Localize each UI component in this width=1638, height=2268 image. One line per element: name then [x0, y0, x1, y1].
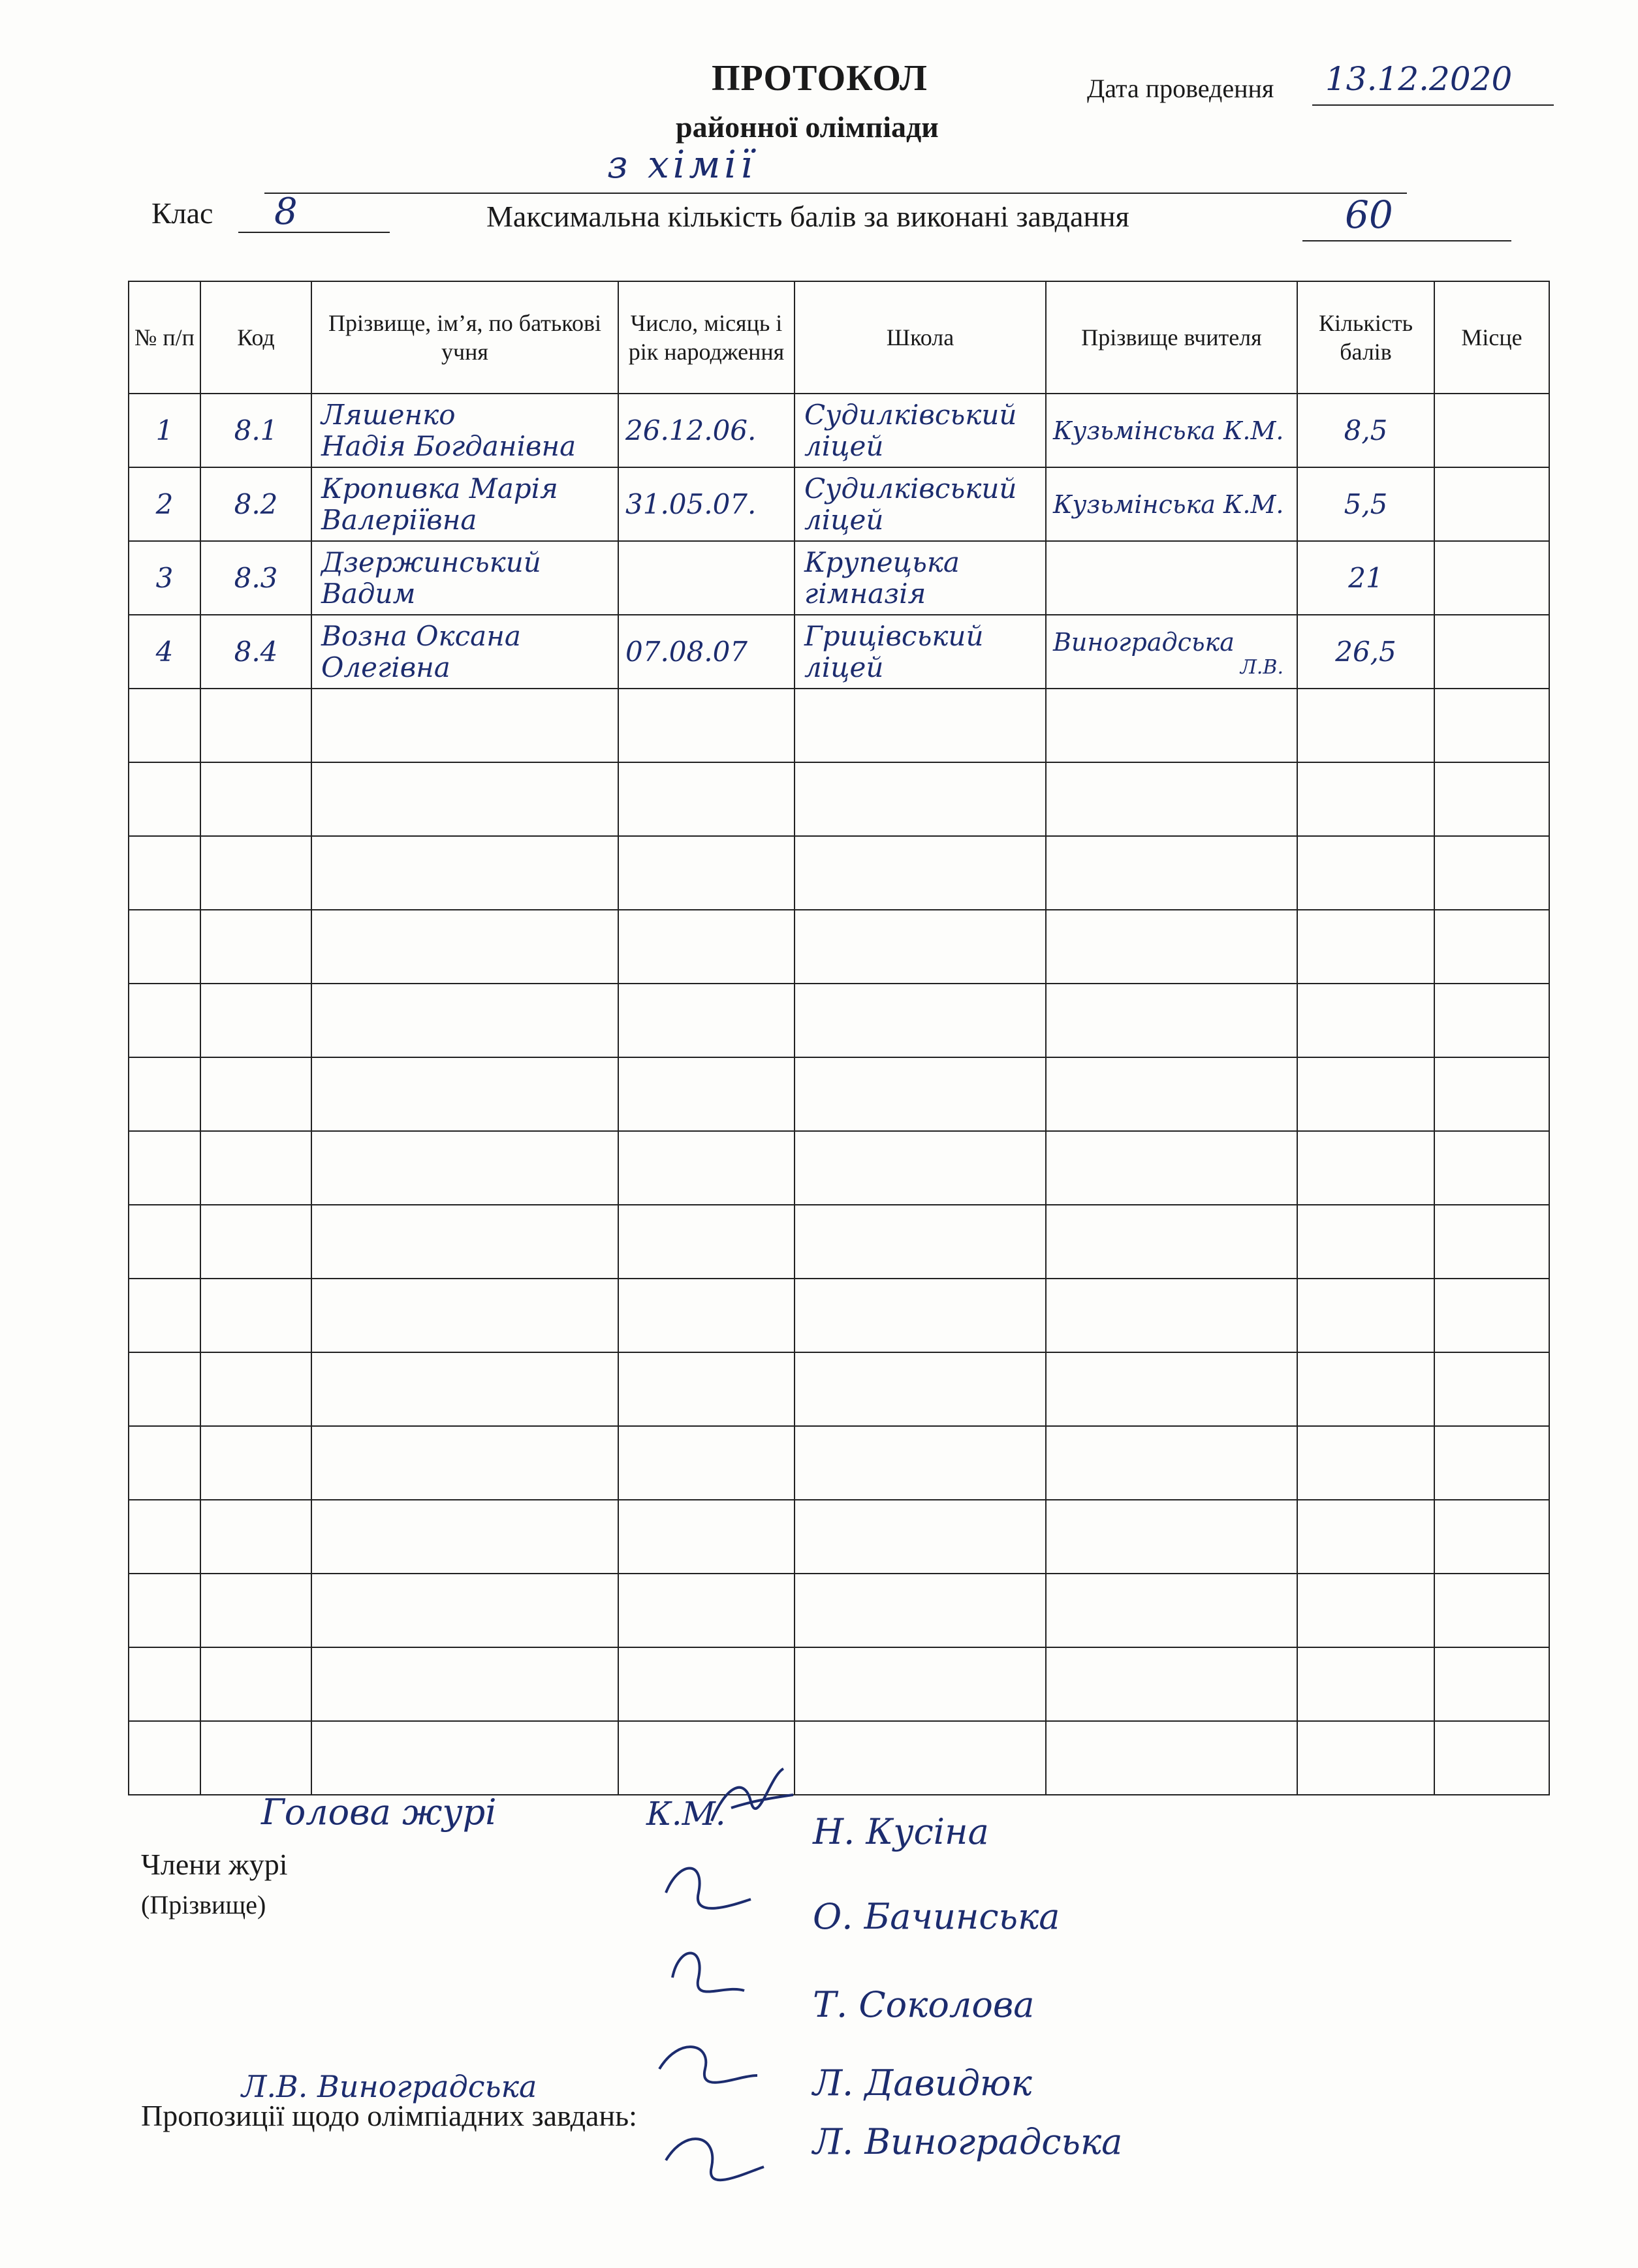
- empty-cell: [200, 1131, 311, 1205]
- empty-cell: [795, 984, 1046, 1057]
- empty-cell: [129, 984, 200, 1057]
- head-signature: [705, 1762, 796, 1841]
- empty-cell: [618, 1500, 795, 1574]
- empty-cell: [1434, 910, 1549, 984]
- empty-cell: [1297, 1647, 1434, 1721]
- document-subtitle: районної олімпіади: [676, 110, 939, 144]
- empty-cell: [129, 910, 200, 984]
- empty-cell: [618, 1205, 795, 1279]
- empty-cell: [1297, 836, 1434, 910]
- row-school-line1: Судилківський: [804, 398, 1017, 431]
- row-teacher: [1046, 615, 1297, 689]
- table-row-empty: [129, 1131, 1549, 1205]
- col-header-school: Школа: [795, 281, 1046, 394]
- row-student-name-line2: Вадим: [321, 577, 416, 610]
- empty-cell: [1434, 1352, 1549, 1426]
- empty-cell: [1046, 1352, 1297, 1426]
- row-birthdate: [618, 615, 795, 689]
- empty-cell: [1046, 1205, 1297, 1279]
- row-score-text: 5,5: [1344, 488, 1388, 520]
- empty-cell: [1434, 1647, 1549, 1721]
- table-row-empty: [129, 1500, 1549, 1574]
- empty-cell: [618, 1057, 795, 1131]
- empty-cell: [1297, 1131, 1434, 1205]
- row-student-name-line2: Олегівна: [321, 651, 450, 683]
- row-student-name-line1: Ляшенко: [321, 398, 456, 431]
- table-row: [129, 394, 1549, 467]
- empty-cell: [129, 1721, 200, 1795]
- empty-cell: [200, 910, 311, 984]
- row-school-line2: ліцей: [804, 651, 884, 683]
- table-row-empty: [129, 1352, 1549, 1426]
- empty-cell: [795, 1500, 1046, 1574]
- empty-cell: [1434, 1574, 1549, 1647]
- empty-cell: [795, 1057, 1046, 1131]
- empty-cell: [1046, 762, 1297, 836]
- col-header-score: Кількість балів: [1297, 281, 1434, 394]
- row-number: [129, 615, 200, 689]
- empty-cell: [795, 1574, 1046, 1647]
- row-student-name-line1: Дзержинський: [321, 546, 541, 578]
- row-school-line2: ліцей: [804, 503, 884, 536]
- table-row-empty: [129, 1721, 1549, 1795]
- empty-cell: [200, 762, 311, 836]
- empty-cell: [618, 1131, 795, 1205]
- empty-cell: [311, 1647, 618, 1721]
- empty-cell: [200, 1057, 311, 1131]
- empty-cell: [200, 689, 311, 762]
- row-number: [129, 541, 200, 615]
- row-number-text: 1: [155, 414, 174, 446]
- empty-cell: [1297, 1057, 1434, 1131]
- empty-cell: [1046, 1721, 1297, 1795]
- row-score: [1297, 541, 1434, 615]
- row-teacher: [1046, 394, 1297, 467]
- max-points-value: 60: [1345, 193, 1393, 237]
- empty-cell: [200, 1279, 311, 1352]
- empty-cell: [795, 1647, 1046, 1721]
- empty-cell: [1046, 1500, 1297, 1574]
- row-number-text: 2: [155, 488, 174, 520]
- row-number: [129, 394, 200, 467]
- row-school-line1: Крупецька: [804, 546, 960, 578]
- empty-cell: [1046, 1647, 1297, 1721]
- row-school-line1: Судилківський: [804, 472, 1017, 505]
- table-row-empty: [129, 1426, 1549, 1500]
- jury-signatures: [653, 1854, 783, 2219]
- document-title: ПРОТОКОЛ: [712, 58, 928, 99]
- row-school: [795, 615, 1046, 689]
- class-value: 8: [274, 191, 298, 233]
- row-birthdate-text: 31.05.07.: [625, 488, 757, 520]
- row-school: [795, 467, 1046, 541]
- table-row: [129, 615, 1549, 689]
- empty-cell: [129, 836, 200, 910]
- date-label: Дата проведення: [1087, 74, 1274, 103]
- row-score: [1297, 467, 1434, 541]
- row-score: [1297, 615, 1434, 689]
- empty-cell: [311, 1426, 618, 1500]
- row-teacher: [1046, 467, 1297, 541]
- row-school-line1: Грицівський: [804, 619, 984, 652]
- row-teacher-name: Виноградська: [1053, 627, 1235, 657]
- empty-cell: [129, 1352, 200, 1426]
- row-birthdate: [618, 541, 795, 615]
- row-birthdate: [618, 467, 795, 541]
- table-row-empty: [129, 984, 1549, 1057]
- row-code: [200, 394, 311, 467]
- empty-cell: [795, 762, 1046, 836]
- table-row-empty: [129, 689, 1549, 762]
- empty-cell: [1434, 836, 1549, 910]
- col-header-code: Код: [200, 281, 311, 394]
- proposals-label: Пропозиції щодо олімпіадних завдань:: [141, 2099, 637, 2132]
- row-code: [200, 541, 311, 615]
- class-underline: [238, 232, 390, 233]
- row-code-text: 8.3: [234, 561, 278, 594]
- empty-cell: [311, 1057, 618, 1131]
- jury-member-name: Н. Кусіна: [813, 1811, 989, 1852]
- row-score-text: 8,5: [1344, 414, 1388, 446]
- empty-cell: [129, 1279, 200, 1352]
- empty-cell: [311, 689, 618, 762]
- empty-cell: [1046, 910, 1297, 984]
- empty-cell: [311, 836, 618, 910]
- jury-member-name: Т. Соколова: [813, 1984, 1035, 2025]
- empty-cell: [618, 762, 795, 836]
- table-row-empty: [129, 1279, 1549, 1352]
- row-school: [795, 394, 1046, 467]
- empty-cell: [1434, 984, 1549, 1057]
- empty-cell: [795, 836, 1046, 910]
- empty-cell: [129, 762, 200, 836]
- empty-cell: [1297, 1500, 1434, 1574]
- row-birthdate-text: 07.08.07: [625, 635, 748, 668]
- empty-cell: [1046, 836, 1297, 910]
- empty-cell: [1046, 1426, 1297, 1500]
- empty-cell: [1297, 1721, 1434, 1795]
- table-header-row: [129, 281, 1549, 394]
- empty-cell: [795, 1721, 1046, 1795]
- row-school: [795, 541, 1046, 615]
- col-header-birthdate: Число, місяць і рік народження: [618, 281, 795, 394]
- empty-cell: [1434, 762, 1549, 836]
- empty-cell: [795, 689, 1046, 762]
- head-of-jury-initials: К.М.: [646, 1795, 726, 1833]
- empty-cell: [618, 1279, 795, 1352]
- empty-cell: [1434, 1500, 1549, 1574]
- empty-cell: [1434, 1057, 1549, 1131]
- row-student-name: [311, 615, 618, 689]
- empty-cell: [795, 1131, 1046, 1205]
- empty-cell: [311, 910, 618, 984]
- empty-cell: [200, 836, 311, 910]
- empty-cell: [311, 1131, 618, 1205]
- empty-cell: [1297, 762, 1434, 836]
- empty-cell: [1297, 1279, 1434, 1352]
- col-header-name: Прізвище, ім’я, по батькові учня: [311, 281, 618, 394]
- row-code: [200, 615, 311, 689]
- jury-members-label: Члени журі: [141, 1848, 288, 1881]
- empty-cell: [200, 1500, 311, 1574]
- row-teacher-name: Кузьмінська К.М.: [1053, 416, 1284, 445]
- empty-cell: [129, 1500, 200, 1574]
- empty-cell: [200, 1352, 311, 1426]
- table-row-empty: [129, 762, 1549, 836]
- empty-cell: [1297, 1574, 1434, 1647]
- row-score: [1297, 394, 1434, 467]
- row-student-name-line1: Возна Оксана: [321, 619, 521, 652]
- surname-hint: (Прізвище): [141, 1890, 266, 1919]
- empty-cell: [618, 1647, 795, 1721]
- empty-cell: [1434, 1279, 1549, 1352]
- row-student-name-line2: Валеріївна: [321, 503, 477, 536]
- row-teacher: [1046, 541, 1297, 615]
- empty-cell: [311, 1205, 618, 1279]
- proposals-handwriting: Л.В. Виноградська: [242, 2069, 537, 2104]
- jury-member-name: Л. Давидюк: [813, 2062, 1032, 2104]
- row-code-text: 8.2: [234, 488, 278, 520]
- col-header-teacher: Прізвище вчителя: [1046, 281, 1297, 394]
- empty-cell: [1434, 1131, 1549, 1205]
- row-number: [129, 467, 200, 541]
- row-student-name: [311, 394, 618, 467]
- empty-cell: [129, 1057, 200, 1131]
- empty-cell: [129, 689, 200, 762]
- empty-cell: [311, 1352, 618, 1426]
- empty-cell: [1297, 984, 1434, 1057]
- empty-cell: [129, 1574, 200, 1647]
- max-points-label: Максимальна кількість балів за виконані завдання: [486, 200, 1129, 233]
- empty-cell: [1434, 1205, 1549, 1279]
- row-score-text: 26,5: [1335, 635, 1396, 668]
- empty-cell: [618, 1426, 795, 1500]
- table-row-empty: [129, 910, 1549, 984]
- jury-member-name: Л. Виноградська: [813, 2121, 1123, 2162]
- empty-cell: [1046, 1131, 1297, 1205]
- empty-cell: [311, 1574, 618, 1647]
- class-label: Клас: [151, 196, 213, 230]
- empty-cell: [311, 762, 618, 836]
- table-row-empty: [129, 1647, 1549, 1721]
- empty-cell: [129, 1131, 200, 1205]
- max-points-underline: [1302, 240, 1511, 241]
- table-row: [129, 467, 1549, 541]
- empty-cell: [618, 836, 795, 910]
- empty-cell: [1046, 984, 1297, 1057]
- empty-cell: [618, 1574, 795, 1647]
- subject-value: з хімії: [607, 142, 757, 187]
- row-teacher-name: Кузьмінська К.М.: [1053, 489, 1284, 519]
- empty-cell: [129, 1647, 200, 1721]
- row-birthdate: [618, 394, 795, 467]
- row-code-text: 8.1: [234, 414, 278, 446]
- row-place: [1434, 541, 1549, 615]
- row-number-text: 3: [155, 561, 174, 594]
- empty-cell: [795, 1279, 1046, 1352]
- row-student-name-line1: Кропивка Марія: [321, 472, 558, 505]
- empty-cell: [311, 1279, 618, 1352]
- row-code-text: 8.4: [234, 635, 278, 668]
- empty-cell: [1297, 1205, 1434, 1279]
- col-header-number: № п/п: [129, 281, 200, 394]
- row-school-line2: гімназія: [804, 577, 926, 610]
- empty-cell: [200, 984, 311, 1057]
- empty-cell: [200, 1205, 311, 1279]
- empty-cell: [1046, 1574, 1297, 1647]
- row-number-text: 4: [155, 635, 174, 668]
- empty-cell: [311, 984, 618, 1057]
- empty-cell: [618, 910, 795, 984]
- date-value: 13.12.2020: [1325, 60, 1513, 98]
- empty-cell: [311, 1721, 618, 1795]
- empty-cell: [795, 910, 1046, 984]
- row-place: [1434, 394, 1549, 467]
- empty-cell: [129, 1205, 200, 1279]
- row-birthdate-text: 26.12.06.: [625, 414, 757, 446]
- jury-member-name: О. Бачинська: [813, 1896, 1060, 1937]
- empty-cell: [1046, 1057, 1297, 1131]
- empty-cell: [311, 1500, 618, 1574]
- subject-underline: [264, 193, 1407, 194]
- empty-cell: [200, 1647, 311, 1721]
- empty-cell: [1297, 1426, 1434, 1500]
- table-row-empty: [129, 1205, 1549, 1279]
- date-underline: [1312, 104, 1554, 106]
- empty-cell: [618, 689, 795, 762]
- row-student-name-line2: Надія Богданівна: [321, 429, 576, 462]
- row-teacher-initials: Л.В.: [1240, 655, 1284, 679]
- empty-cell: [1297, 689, 1434, 762]
- empty-cell: [1297, 910, 1434, 984]
- empty-cell: [1434, 689, 1549, 762]
- empty-cell: [1046, 1279, 1297, 1352]
- empty-cell: [200, 1574, 311, 1647]
- empty-cell: [1434, 1426, 1549, 1500]
- col-header-place: Місце: [1434, 281, 1549, 394]
- empty-cell: [200, 1426, 311, 1500]
- empty-cell: [795, 1205, 1046, 1279]
- empty-cell: [1297, 1352, 1434, 1426]
- table-row-empty: [129, 1057, 1549, 1131]
- table-row: [129, 541, 1549, 615]
- row-student-name: [311, 467, 618, 541]
- empty-cell: [618, 984, 795, 1057]
- row-student-name: [311, 541, 618, 615]
- head-of-jury-label: Голова журі: [261, 1792, 497, 1833]
- table-row-empty: [129, 836, 1549, 910]
- empty-cell: [129, 1426, 200, 1500]
- row-school-line2: ліцей: [804, 429, 884, 462]
- row-score-text: 21: [1348, 561, 1383, 594]
- empty-cell: [795, 1352, 1046, 1426]
- results-table: [128, 281, 1550, 1795]
- empty-cell: [1434, 1721, 1549, 1795]
- empty-cell: [795, 1426, 1046, 1500]
- empty-cell: [1046, 689, 1297, 762]
- empty-cell: [618, 1352, 795, 1426]
- row-place: [1434, 467, 1549, 541]
- row-place: [1434, 615, 1549, 689]
- row-code: [200, 467, 311, 541]
- table-row-empty: [129, 1574, 1549, 1647]
- empty-cell: [200, 1721, 311, 1795]
